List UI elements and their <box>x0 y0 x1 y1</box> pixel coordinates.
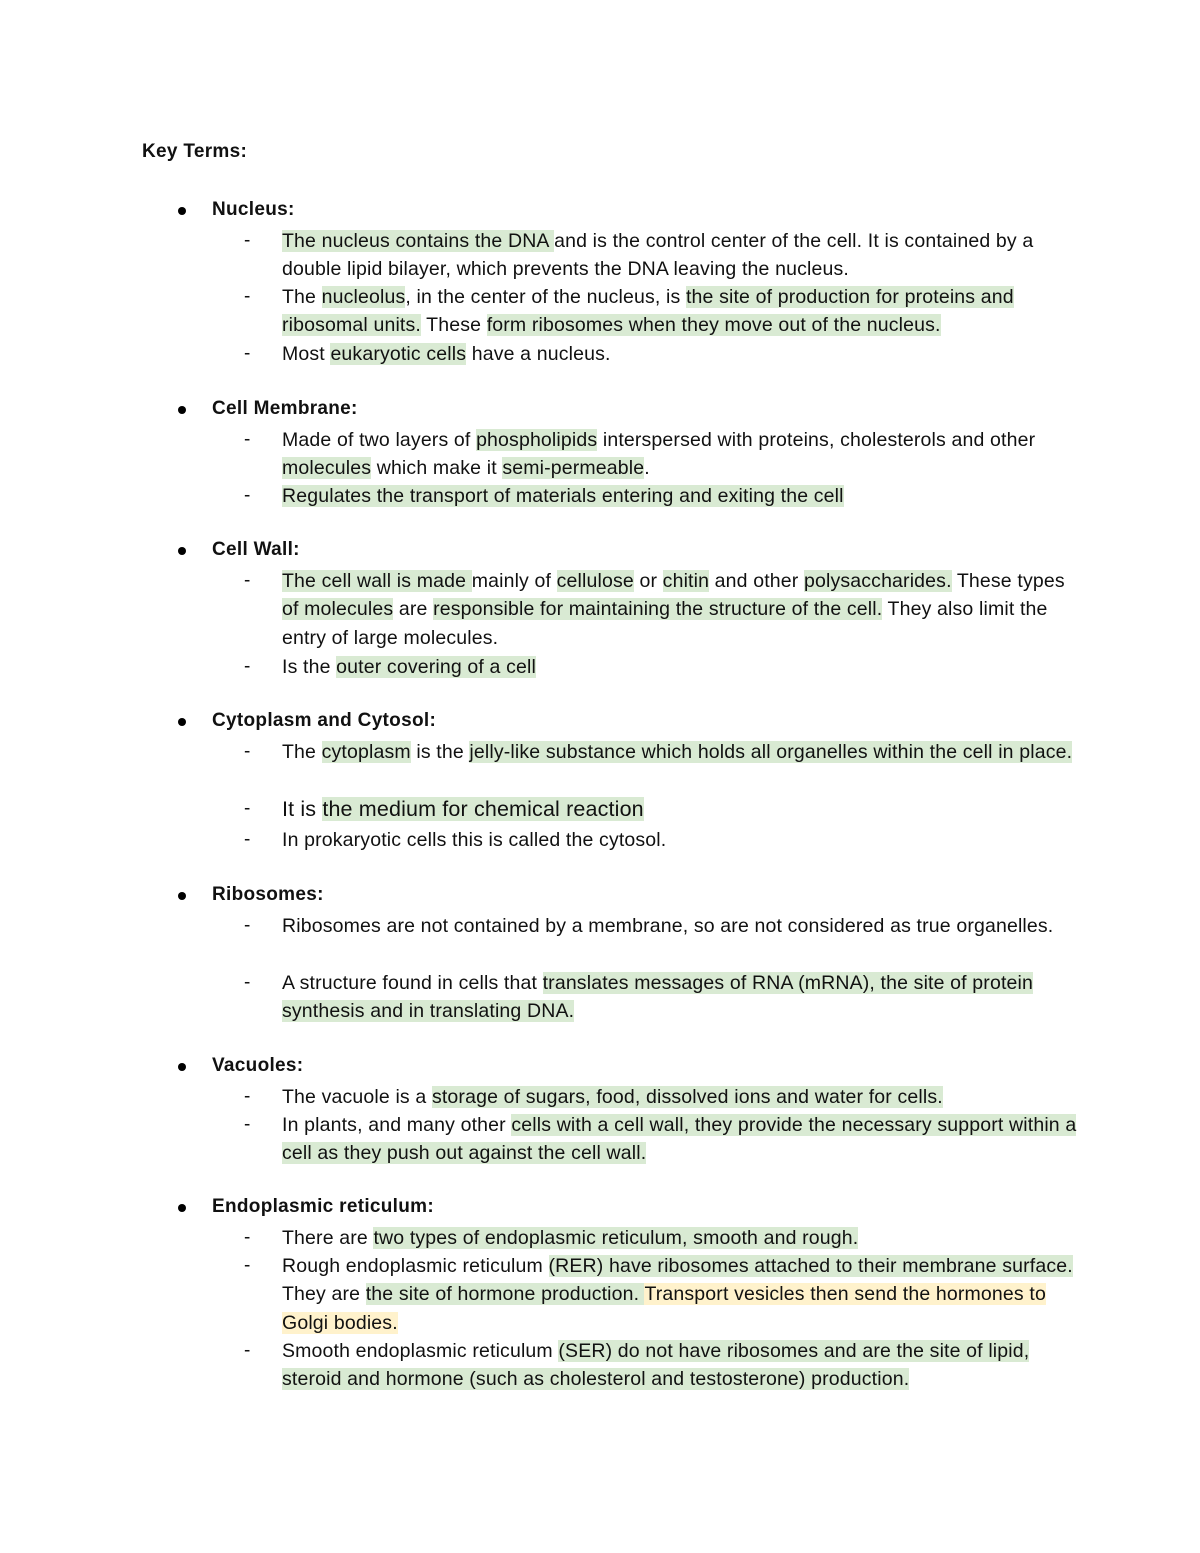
highlighted-text: Regulates the transport of materials entering and exiting the cell <box>282 485 844 507</box>
list-item-text <box>282 912 1082 940</box>
dash-marker: - <box>244 1086 251 1107</box>
highlighted-text: the site of production for proteins and ribosomal units. <box>282 286 1014 337</box>
list-item-text <box>282 969 1082 1026</box>
dash-marker: - <box>244 1114 251 1135</box>
dash-marker: - <box>244 656 251 677</box>
text-run: They also limit the entry of large molecules. <box>282 598 1048 649</box>
list-item-text <box>282 227 1082 284</box>
highlighted-text: nucleolus <box>321 286 406 308</box>
text-run: In plants, and many other <box>282 1114 512 1136</box>
list-item-text <box>282 1111 1082 1168</box>
highlighted-text: semi-permeable <box>502 457 645 480</box>
list-item <box>0 340 1200 368</box>
text-run: They are <box>282 1283 366 1306</box>
dash-marker: - <box>244 741 251 762</box>
bullet-icon <box>178 207 186 215</box>
list-item-text <box>282 738 1082 766</box>
term-heading: Cytoplasm and Cytosol: <box>212 710 437 731</box>
dash-marker: - <box>244 429 251 450</box>
dash-marker: - <box>244 829 251 850</box>
dash-marker: - <box>244 915 251 936</box>
text-run: Made of two layers of <box>282 429 477 451</box>
highlighted-text: (RER) have ribosomes attached to their membrane surface. <box>548 1255 1073 1277</box>
text-run: The <box>282 286 322 308</box>
list-item-text <box>282 795 1082 824</box>
text-run: is the <box>410 741 470 763</box>
term-heading: Cell Wall: <box>212 539 300 560</box>
list-item <box>0 1337 1200 1394</box>
dash-marker: - <box>244 485 251 506</box>
list-item-text <box>282 1252 1082 1337</box>
text-run: . <box>644 457 650 480</box>
dash-marker: - <box>244 1340 251 1361</box>
highlighted-text: jelly-like substance which holds all organelles within the cell in place. <box>469 741 1073 763</box>
list-item-text <box>282 1224 1082 1252</box>
list-item-text <box>282 283 1082 340</box>
highlighted-text: molecules <box>282 457 372 480</box>
text-run: The vacuole is a <box>282 1086 432 1108</box>
term-heading: Endoplasmic reticulum: <box>212 1196 434 1217</box>
list-item-text <box>282 826 1082 854</box>
term-heading: Vacuoles: <box>212 1055 304 1076</box>
text-run: Is the <box>282 656 337 678</box>
highlighted-text: responsible for maintaining the structure of the cell. <box>433 598 883 621</box>
text-run: There are <box>282 1227 374 1249</box>
list-item-text <box>282 426 1082 483</box>
list-item-text <box>282 567 1082 652</box>
text-run: mainly of <box>471 570 557 592</box>
list-item-text <box>282 653 1082 681</box>
bullet-icon <box>178 1204 186 1212</box>
text-run: It is <box>282 797 323 821</box>
text-run: or <box>633 570 663 592</box>
text-run: Smooth endoplasmic reticulum <box>282 1340 559 1362</box>
term-heading: Ribosomes: <box>212 884 324 905</box>
text-run: Most <box>282 343 331 365</box>
list-item <box>0 1224 1200 1252</box>
list-item-text <box>282 1337 1082 1394</box>
text-run: have a nucleus. <box>466 343 611 365</box>
list-item <box>0 795 1200 824</box>
highlighted-text: the medium for chemical reaction <box>322 797 644 821</box>
list-item <box>0 283 1200 340</box>
list-item <box>0 567 1200 652</box>
highlighted-text: polysaccharides. <box>804 570 952 592</box>
highlighted-text: Transport vesicles then send the hormones to Golgi bodies. <box>282 1283 1046 1334</box>
list-item <box>0 1083 1200 1111</box>
highlighted-text: eukaryotic cells <box>330 343 467 365</box>
list-item <box>0 227 1200 284</box>
text-run: The <box>282 741 322 763</box>
highlighted-text: the site of hormone production. <box>365 1283 645 1306</box>
bullet-icon <box>178 1063 186 1071</box>
highlighted-text: (SER) do not have ribosomes and are the site of lipid, steroid and hormone (such as cholesterol and testosterone) production. <box>282 1340 1030 1391</box>
list-item <box>0 653 1200 681</box>
text-run: Rough endoplasmic reticulum <box>282 1255 549 1277</box>
text-run: and other <box>709 570 804 592</box>
dash-marker: - <box>244 972 251 993</box>
highlighted-text: cytoplasm <box>321 741 411 763</box>
highlighted-text: storage of sugars, food, dissolved ions and water for cells. <box>431 1086 943 1108</box>
list-item <box>0 969 1200 1026</box>
list-item <box>0 826 1200 854</box>
highlighted-text: two types of endoplasmic reticulum, smooth and rough. <box>373 1227 859 1249</box>
dash-marker: - <box>244 1255 251 1276</box>
highlighted-text: translates messages of RNA (mRNA), the site of protein synthesis and in translating DNA. <box>282 972 1033 1023</box>
bullet-icon <box>178 406 186 414</box>
text-run: Ribosomes are not contained by a membrane, so are not considered as true organelles. <box>282 915 1054 937</box>
dash-marker: - <box>244 1227 251 1248</box>
highlighted-text: phospholipids <box>476 429 598 451</box>
bullet-icon <box>178 892 186 900</box>
highlighted-text: The cell wall is made <box>282 570 472 592</box>
term-heading: Nucleus: <box>212 199 295 220</box>
text-run: These <box>420 314 487 337</box>
text-run: are <box>393 598 434 621</box>
list-item-text <box>282 1083 1082 1111</box>
term-heading: Cell Membrane: <box>212 398 358 419</box>
highlighted-text: cells with a cell wall, they provide the necessary support within a cell as they push out against the cell wall. <box>282 1114 1077 1165</box>
list-item <box>0 738 1200 766</box>
dash-marker: - <box>244 230 251 251</box>
highlighted-text: outer covering of a cell <box>336 656 536 678</box>
highlighted-text: The nucleus contains the DNA <box>282 230 555 252</box>
list-item <box>0 1111 1200 1168</box>
highlighted-text: chitin <box>662 570 710 592</box>
highlighted-text: cellulose <box>556 570 634 592</box>
dash-marker: - <box>244 286 251 307</box>
text-run: A structure found in cells that <box>282 972 543 994</box>
dash-marker: - <box>244 343 251 364</box>
text-run: , in the center of the nucleus, is <box>405 286 686 308</box>
highlighted-text: form ribosomes when they move out of the nucleus. <box>486 314 941 337</box>
text-run: In prokaryotic cells this is called the cytosol. <box>282 829 667 851</box>
text-run: interspersed with proteins, cholesterols and other <box>597 429 1036 451</box>
text-run: and is the control center of the cell. It is contained by a double lipid bilayer, which prevents the DNA leaving the nucleus. <box>282 230 1034 281</box>
list-item <box>0 912 1200 940</box>
page-title: Key Terms: <box>142 141 248 162</box>
text-run: These types <box>951 570 1065 592</box>
list-item <box>0 482 1200 510</box>
highlighted-text: of molecules <box>282 598 394 621</box>
bullet-icon <box>178 547 186 555</box>
list-item-text <box>282 340 1082 368</box>
list-item <box>0 426 1200 483</box>
list-item-text <box>282 482 1082 510</box>
list-item <box>0 1252 1200 1337</box>
bullet-icon <box>178 718 186 726</box>
dash-marker: - <box>244 798 251 819</box>
dash-marker: - <box>244 570 251 591</box>
text-run: which make it <box>371 457 503 480</box>
